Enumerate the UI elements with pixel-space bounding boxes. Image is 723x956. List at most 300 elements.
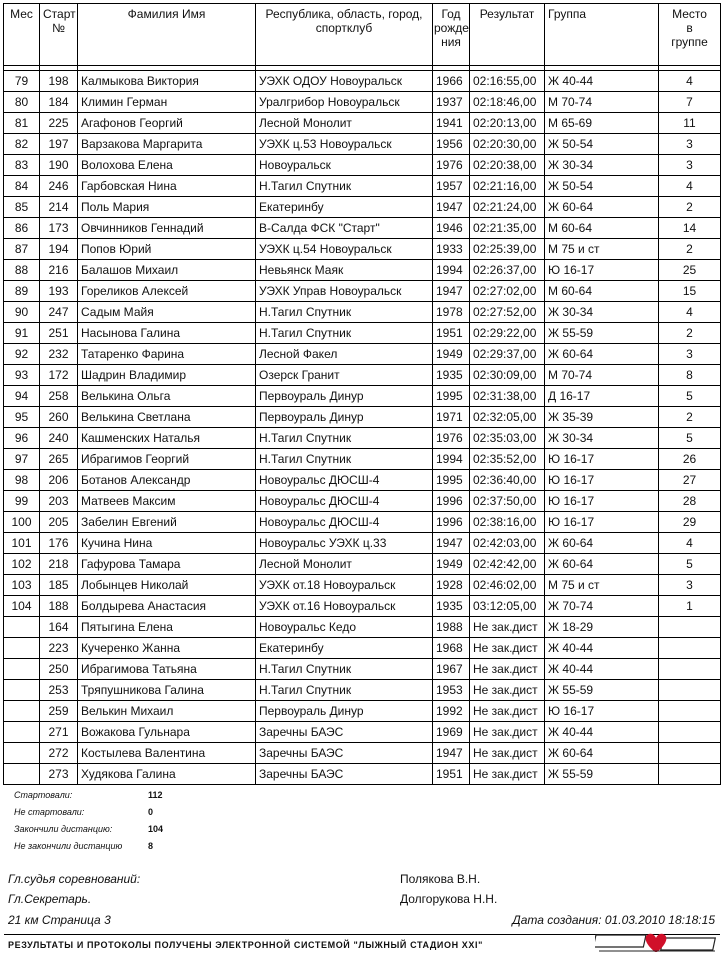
cell-place: 93 [4,365,40,386]
cell-bib: 164 [40,617,78,638]
cell-place [4,680,40,701]
cell-name: Лобынцев Николай [78,575,256,596]
cell-result: 02:38:16,00 [470,512,545,533]
table-row [4,71,721,92]
cell-place [4,743,40,764]
table-row [4,344,721,365]
table-row [4,407,721,428]
cell-place: 84 [4,176,40,197]
table-row [4,197,721,218]
table-row [4,491,721,512]
table-row [4,470,721,491]
cell-gp: 3 [659,134,721,155]
cell-place: 87 [4,239,40,260]
stat-not-finished-value: 8 [148,841,154,851]
cell-result: 02:42:03,00 [470,533,545,554]
cell-place: 98 [4,470,40,491]
table-body [4,71,721,785]
cell-year: 1967 [433,659,470,680]
cell-year: 1935 [433,365,470,386]
cell-region: УЭХК от.16 Новоуральск [256,596,433,617]
cell-gp: 2 [659,197,721,218]
col-year-header: Год рожде ния [433,4,470,66]
chief-secretary-name: Долгорукова Н.Н. [400,892,498,906]
cell-gp [659,722,721,743]
cell-name: Пятыгина Елена [78,617,256,638]
cell-region: Екатеринбу [256,197,433,218]
cell-result: Не зак.дист [470,659,545,680]
cell-name: Гореликов Алексей [78,281,256,302]
cell-name: Поль Мария [78,197,256,218]
cell-gp: 28 [659,491,721,512]
cell-year: 1969 [433,722,470,743]
cell-gp: 5 [659,428,721,449]
table-row [4,743,721,764]
col-name-header: Фамилия Имя [78,4,256,66]
cell-bib: 190 [40,155,78,176]
cell-year: 1951 [433,764,470,785]
cell-bib: 240 [40,428,78,449]
table-row [4,260,721,281]
cell-gp [659,638,721,659]
cell-year: 1995 [433,386,470,407]
cell-name: Худякова Галина [78,764,256,785]
cell-name: Насынова Галина [78,323,256,344]
table-row [4,218,721,239]
cell-name: Балашов Михаил [78,260,256,281]
cell-result: 02:36:40,00 [470,470,545,491]
cell-year: 1933 [433,239,470,260]
cell-year: 1996 [433,512,470,533]
cell-bib: 225 [40,113,78,134]
cell-result: 02:29:22,00 [470,323,545,344]
cell-result: 02:27:52,00 [470,302,545,323]
cell-result: Не зак.дист [470,638,545,659]
cell-gp: 3 [659,155,721,176]
cell-group: М 60-64 [545,281,659,302]
cell-bib: 184 [40,92,78,113]
cell-bib: 188 [40,596,78,617]
cell-region: Н.Тагил Спутник [256,176,433,197]
cell-bib: 193 [40,281,78,302]
cell-place: 81 [4,113,40,134]
table-row [4,155,721,176]
cell-region: Новоуральс УЭХК ц.33 [256,533,433,554]
cell-year: 1971 [433,407,470,428]
cell-gp [659,659,721,680]
cell-name: Гарбовская Нина [78,176,256,197]
cell-result: 02:20:13,00 [470,113,545,134]
cell-group: Ю 16-17 [545,449,659,470]
cell-gp [659,701,721,722]
cell-name: Шадрин Владимир [78,365,256,386]
cell-region: Заречны БАЭС [256,722,433,743]
cell-gp: 2 [659,407,721,428]
cell-year: 1935 [433,596,470,617]
cell-bib: 172 [40,365,78,386]
stat-not-finished-label: Не закончили дистанцию [14,841,123,851]
cell-group: Ж 18-29 [545,617,659,638]
cell-year: 1946 [433,218,470,239]
cell-gp: 4 [659,533,721,554]
cell-year: 1956 [433,134,470,155]
cell-region: УЭХК Управ Новоуральск [256,281,433,302]
table-row [4,92,721,113]
cell-year: 1994 [433,260,470,281]
table-row [4,764,721,785]
table-row [4,512,721,533]
col-group-place-header: Место в группе [659,4,721,66]
table-row [4,449,721,470]
cell-result: 02:32:05,00 [470,407,545,428]
cell-group: Ж 50-54 [545,134,659,155]
cell-place: 99 [4,491,40,512]
cell-group: Ю 16-17 [545,260,659,281]
cell-bib: 216 [40,260,78,281]
table-row [4,638,721,659]
cell-result: 02:30:09,00 [470,365,545,386]
cell-year: 1937 [433,92,470,113]
cell-bib: 197 [40,134,78,155]
cell-region: Уралгрибор Новоуральск [256,92,433,113]
cell-gp: 5 [659,554,721,575]
table-row [4,575,721,596]
cell-bib: 205 [40,512,78,533]
cell-year: 1941 [433,113,470,134]
cell-region: Озерск Гранит [256,365,433,386]
table-row [4,176,721,197]
cell-bib: 203 [40,491,78,512]
cell-year: 1995 [433,470,470,491]
cell-bib: 218 [40,554,78,575]
cell-region: Новоуральс ДЮСШ-4 [256,470,433,491]
cell-region: Екатеринбу [256,638,433,659]
cell-gp: 4 [659,302,721,323]
cell-place: 103 [4,575,40,596]
cell-year: 1953 [433,680,470,701]
table-row [4,680,721,701]
cell-region: УЭХК ц.53 Новоуральск [256,134,433,155]
cell-bib: 273 [40,764,78,785]
cell-region: Новоуральс ДЮСШ-4 [256,512,433,533]
cell-region: Первоураль Динур [256,701,433,722]
cell-year: 1976 [433,428,470,449]
cell-place: 95 [4,407,40,428]
cell-result: 02:21:24,00 [470,197,545,218]
cell-group: Ж 60-64 [545,554,659,575]
col-region-header: Республика, область, город, спортклуб [256,4,433,66]
cell-place: 96 [4,428,40,449]
cell-group: М 70-74 [545,92,659,113]
cell-group: Ж 60-64 [545,344,659,365]
cell-name: Овчинников Геннадий [78,218,256,239]
cell-bib: 272 [40,743,78,764]
cell-result: 02:42:42,00 [470,554,545,575]
cell-name: Татаренко Фарина [78,344,256,365]
cell-place [4,638,40,659]
cell-result: 02:29:37,00 [470,344,545,365]
cell-result: 02:18:46,00 [470,92,545,113]
table-row [4,239,721,260]
cell-result: 02:31:38,00 [470,386,545,407]
cell-region: УЭХК от.18 Новоуральск [256,575,433,596]
table-header [4,4,721,71]
cell-bib: 246 [40,176,78,197]
cell-group: Ж 55-59 [545,680,659,701]
cell-region: Н.Тагил Спутник [256,323,433,344]
cell-group: Ж 50-54 [545,176,659,197]
cell-result: Не зак.дист [470,617,545,638]
cell-bib: 253 [40,680,78,701]
cell-result: Не зак.дист [470,722,545,743]
table-row [4,533,721,554]
cell-bib: 259 [40,701,78,722]
stat-not-started-label: Не стартовали: [14,807,85,817]
cell-result: 02:21:16,00 [470,176,545,197]
cell-year: 1994 [433,449,470,470]
cell-year: 1978 [433,302,470,323]
cell-place: 91 [4,323,40,344]
cell-group: Ж 60-64 [545,743,659,764]
cell-name: Матвеев Максим [78,491,256,512]
cell-bib: 223 [40,638,78,659]
cell-region: Н.Тагил Спутник [256,680,433,701]
cell-gp: 2 [659,239,721,260]
table-row [4,554,721,575]
cell-place [4,701,40,722]
cell-result: 02:27:02,00 [470,281,545,302]
cell-place: 82 [4,134,40,155]
cell-group: Ж 70-74 [545,596,659,617]
cell-group: Ж 40-44 [545,638,659,659]
cell-gp: 4 [659,71,721,92]
cell-group: Ю 16-17 [545,512,659,533]
cell-name: Кучеренко Жанна [78,638,256,659]
cell-name: Забелин Евгений [78,512,256,533]
cell-bib: 194 [40,239,78,260]
cell-name: Ибрагимова Татьяна [78,659,256,680]
cell-gp: 26 [659,449,721,470]
cell-gp: 25 [659,260,721,281]
cell-bib: 206 [40,470,78,491]
cell-name: Волохова Елена [78,155,256,176]
cell-place: 104 [4,596,40,617]
cell-region: Заречны БАЭС [256,764,433,785]
stat-not-started-value: 0 [148,807,154,817]
chief-secretary-label: Гл.Секретарь. [8,892,92,906]
cell-year: 1949 [433,554,470,575]
cell-group: Ю 16-17 [545,701,659,722]
table-row [4,659,721,680]
cell-result: 02:26:37,00 [470,260,545,281]
page-number: 21 км Страница 3 [8,913,111,927]
cell-group: Д 16-17 [545,386,659,407]
table-row [4,596,721,617]
cell-year: 1928 [433,575,470,596]
cell-year: 1966 [433,71,470,92]
cell-group: Ю 16-17 [545,491,659,512]
cell-result: Не зак.дист [470,680,545,701]
col-place-header: Мес [4,4,40,66]
cell-bib: 198 [40,71,78,92]
cell-year: 1957 [433,176,470,197]
cell-year: 1988 [433,617,470,638]
cell-place: 79 [4,71,40,92]
cell-result: Не зак.дист [470,701,545,722]
cell-region: Н.Тагил Спутник [256,659,433,680]
cell-gp: 27 [659,470,721,491]
table-row [4,386,721,407]
cell-gp: 2 [659,323,721,344]
cell-region: Новоуральск [256,155,433,176]
cell-group: Ж 30-34 [545,155,659,176]
cell-group: Ж 30-34 [545,302,659,323]
cell-place: 92 [4,344,40,365]
col-bib-header: Старт № [40,4,78,66]
cell-name: Садым Майя [78,302,256,323]
cell-bib: 185 [40,575,78,596]
cell-place [4,617,40,638]
cell-result: 02:21:35,00 [470,218,545,239]
cell-place [4,764,40,785]
cell-name: Агафонов Георгий [78,113,256,134]
cell-gp: 29 [659,512,721,533]
table-row [4,323,721,344]
cell-result: 02:35:03,00 [470,428,545,449]
results-table [3,3,721,785]
cell-group: Ж 40-44 [545,659,659,680]
cell-region: Первоураль Динур [256,407,433,428]
cell-bib: 258 [40,386,78,407]
cell-place: 102 [4,554,40,575]
cell-place: 89 [4,281,40,302]
cell-group: Ж 35-39 [545,407,659,428]
cell-place: 83 [4,155,40,176]
cell-region: В-Салда ФСК "Старт" [256,218,433,239]
cell-name: Ибрагимов Георгий [78,449,256,470]
stat-started-value: 112 [148,790,163,800]
cell-name: Велькина Светлана [78,407,256,428]
cell-gp [659,617,721,638]
cell-year: 1947 [433,281,470,302]
cell-result: 02:20:30,00 [470,134,545,155]
cell-gp: 3 [659,344,721,365]
cell-region: Заречны БАЭС [256,743,433,764]
cell-place: 100 [4,512,40,533]
cell-result: 02:35:52,00 [470,449,545,470]
cell-name: Костылева Валентина [78,743,256,764]
cell-result: 03:12:05,00 [470,596,545,617]
cell-year: 1947 [433,197,470,218]
table-row [4,302,721,323]
cell-name: Гафурова Тамара [78,554,256,575]
table-row [4,365,721,386]
cell-name: Вожакова Гульнара [78,722,256,743]
cell-group: М 70-74 [545,365,659,386]
ski-stadium-logo-icon [595,930,721,954]
cell-region: Первоураль Динур [256,386,433,407]
cell-group: Ж 55-59 [545,764,659,785]
col-result-header: Результат [470,4,545,66]
cell-bib: 214 [40,197,78,218]
cell-place: 80 [4,92,40,113]
cell-group: Ж 40-44 [545,71,659,92]
cell-region: Невьянск Маяк [256,260,433,281]
cell-gp: 3 [659,575,721,596]
cell-name: Кучина Нина [78,533,256,554]
cell-bib: 232 [40,344,78,365]
cell-year: 1992 [433,701,470,722]
cell-bib: 271 [40,722,78,743]
cell-gp: 1 [659,596,721,617]
cell-bib: 247 [40,302,78,323]
cell-result: 02:37:50,00 [470,491,545,512]
table-row [4,722,721,743]
cell-group: М 65-69 [545,113,659,134]
cell-region: Лесной Монолит [256,554,433,575]
table-row [4,617,721,638]
cell-region: УЭХК ОДОУ Новоуральск [256,71,433,92]
cell-region: Н.Тагил Спутник [256,428,433,449]
cell-group: Ж 60-64 [545,533,659,554]
cell-group: Ж 40-44 [545,722,659,743]
cell-group: Ю 16-17 [545,470,659,491]
cell-year: 1951 [433,323,470,344]
cell-name: Калмыкова Виктория [78,71,256,92]
cell-place: 101 [4,533,40,554]
cell-gp: 4 [659,176,721,197]
stat-finished-value: 104 [148,824,164,834]
cell-place: 97 [4,449,40,470]
cell-bib: 251 [40,323,78,344]
cell-bib: 260 [40,407,78,428]
cell-year: 1949 [433,344,470,365]
cell-gp: 14 [659,218,721,239]
cell-group: Ж 30-34 [545,428,659,449]
cell-gp: 5 [659,386,721,407]
cell-region: Новоуральс ДЮСШ-4 [256,491,433,512]
stat-started-label: Стартовали: [14,790,73,800]
cell-region: Н.Тагил Спутник [256,302,433,323]
cell-name: Ботанов Александр [78,470,256,491]
cell-gp [659,680,721,701]
cell-group: М 60-64 [545,218,659,239]
cell-year: 1968 [433,638,470,659]
stat-finished-label: Закончили дистанцию: [14,824,113,834]
system-credit: РЕЗУЛЬТАТЫ И ПРОТОКОЛЫ ПОЛУЧЕНЫ ЭЛЕКТРОННОЙ СИСТЕМОЙ "ЛЫЖНЫЙ СТАДИОН XXI" [8,940,483,950]
cell-name: Попов Юрий [78,239,256,260]
table-row [4,281,721,302]
cell-name: Велькина Ольга [78,386,256,407]
cell-place [4,722,40,743]
cell-result: 02:25:39,00 [470,239,545,260]
cell-year: 1996 [433,491,470,512]
cell-name: Болдырева Анастасия [78,596,256,617]
cell-place [4,659,40,680]
cell-bib: 176 [40,533,78,554]
cell-result: Не зак.дист [470,764,545,785]
cell-region: Н.Тагил Спутник [256,449,433,470]
cell-group: М 75 и ст [545,239,659,260]
creation-date: Дата создания: 01.03.2010 18:18:15 [512,913,715,927]
cell-gp [659,764,721,785]
cell-place: 90 [4,302,40,323]
cell-bib: 250 [40,659,78,680]
chief-judge-name: Полякова В.Н. [400,872,481,886]
table-row [4,113,721,134]
cell-group: Ж 60-64 [545,197,659,218]
cell-gp: 15 [659,281,721,302]
